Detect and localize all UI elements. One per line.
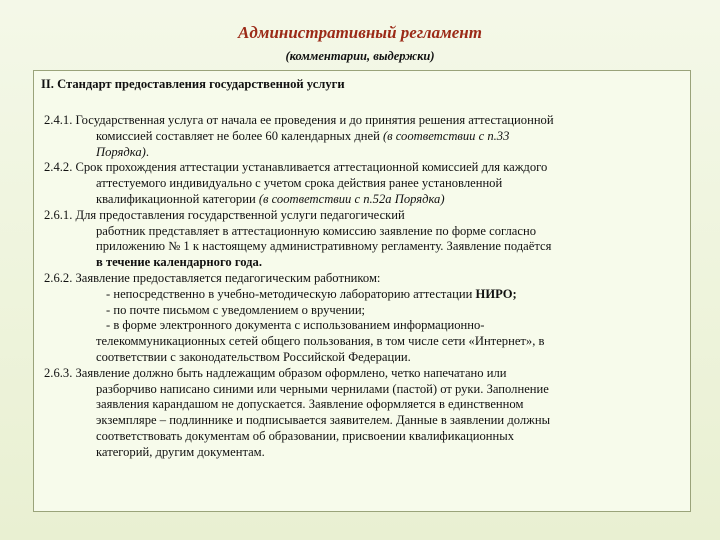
paragraph-2-6-2-line: - по почте письмом с уведомлением о вручении;	[106, 302, 366, 317]
paragraph-2-4-2-line: 2.4.2. Срок прохождения аттестации устанавливается аттестационной комиссией для каждого	[44, 160, 548, 175]
paragraph-2-6-2-line: - непосредственно в учебно-методическую лабораторию аттестации НИРО;	[106, 286, 517, 301]
section-heading: II. Стандарт предоставления государственной услуги	[41, 77, 345, 91]
section-body	[44, 113, 684, 461]
page-title: Административный регламент	[238, 23, 482, 42]
paragraph-2-6-1-line: приложению № 1 к настоящему административному регламенту. Заявление подаётся	[96, 239, 552, 254]
paragraph-2-6-3-line: соответствовать документам об образовании, присвоении квалификационных	[96, 428, 514, 443]
paragraph-2-6-1-line: 2.6.1. Для предоставления государственной услуги педагогический	[44, 207, 405, 222]
paragraph-2-4-2-line: квалификационной категории (в соответствии с п.52а Порядка)	[96, 191, 445, 206]
paragraph-2-6-2-line: соответствии с законодательством Российской Федерации.	[96, 349, 411, 364]
paragraph-2-4-1-line: Порядка).	[96, 144, 149, 159]
paragraph-2-6-2-line: телекоммуникационных сетей общего пользования, в том числе сети «Интернет», в	[96, 334, 545, 349]
paragraph-2-6-3-line: заявления карандашом не допускается. Заявление оформляется в единственном	[96, 397, 524, 412]
paragraph-2-6-1-line: работник представляет в аттестационную комиссию заявление по форме согласно	[96, 223, 537, 238]
paragraph-2-4-1-line: 2.4.1. Государственная услуга от начала ее проведения и до принятия решения аттестационной	[44, 113, 554, 127]
paragraph-2-6-3-line: разборчиво написано синими или черными чернилами (пастой) от руки. Заполнение	[96, 381, 549, 396]
paragraph-2-6-2-line: - в форме электронного документа с использованием информационно-	[106, 318, 485, 333]
page-subtitle: (комментарии, выдержки)	[285, 49, 435, 63]
paragraph-2-6-2-line: 2.6.2. Заявление предоставляется педагогическим работником:	[44, 270, 381, 285]
paragraph-2-6-3-line: экземпляре – подлиннике и подписывается заявителем. Данные в заявлении должны	[96, 413, 551, 428]
paragraph-2-4-2-line: аттестуемого индивидуально с учетом срока действия ранее установленной	[96, 176, 503, 191]
content-box	[33, 70, 691, 512]
paragraph-2-6-3-line: категорий, другим документам.	[96, 444, 265, 459]
paragraph-2-4-1-line: комиссией составляет не более 60 календарных дней (в соответствии с п.33	[96, 128, 510, 143]
paragraph-2-6-1-line: в течение календарного года.	[96, 255, 262, 270]
paragraph-2-6-3-line: 2.6.3. Заявление должно быть надлежащим образом оформлено, четко напечатано или	[44, 365, 507, 380]
